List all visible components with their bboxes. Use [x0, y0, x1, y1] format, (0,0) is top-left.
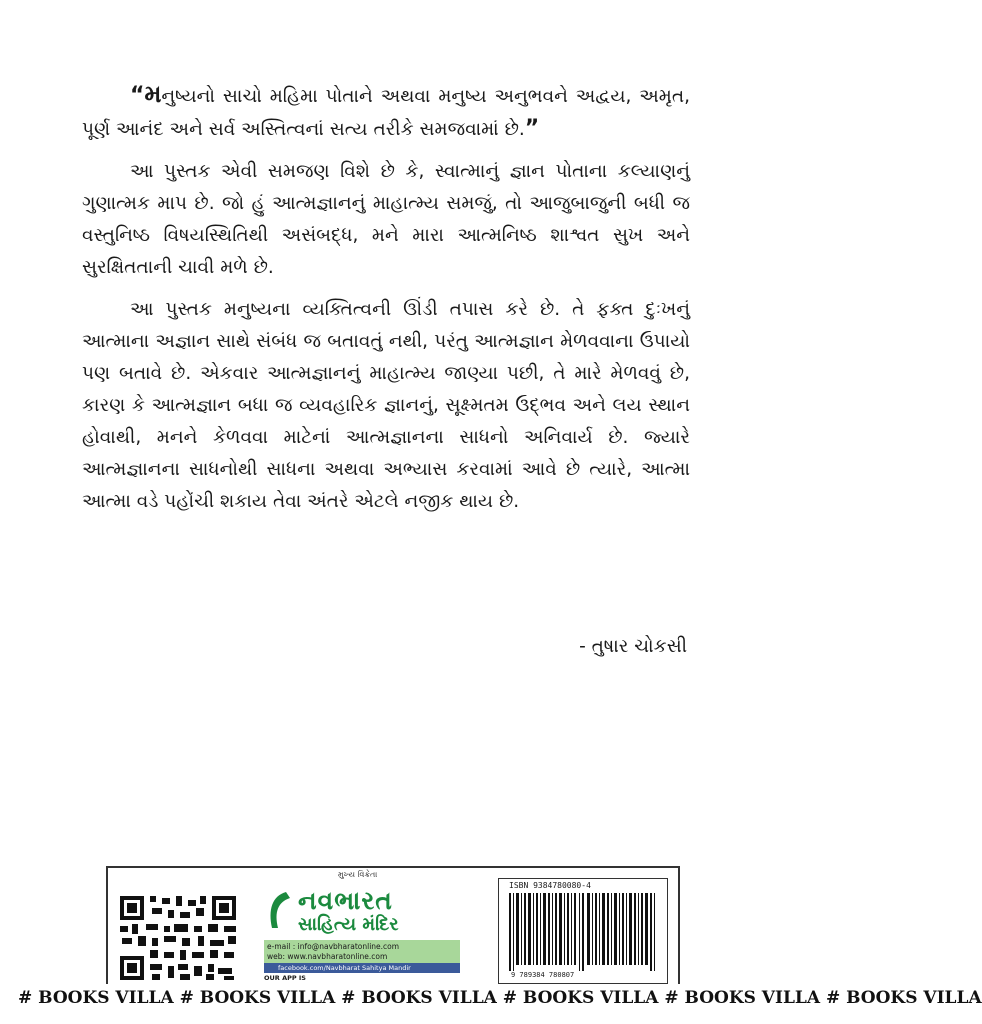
quote-text: નુષ્યનો સાચો મહિમા પોતાને અથવા મનુષ્ય અનુભવને અદ્વય, અમૃત, પૂર્ણ આનંદ અને સર્વ અસ્તિત્વનાં સત્ય તરીકે સમજવામાં છે.: [82, 86, 690, 140]
barcode-number: 9 789384 780807: [511, 971, 575, 979]
publisher-title: નવભારત: [298, 886, 393, 915]
publisher-logo: [264, 886, 460, 982]
body-paragraph-1: આ પુસ્તક એવી સમજણ વિશે છે કે, સ્વાત્માનું જ્ઞાન પોતાના કલ્યાણનું ગુણાત્મક માપ છે. જો હું આત્મજ્ઞાનનું માહાત્મ્ય સમજું, તો આજુબાજુની બધી જ વસ્તુનિષ્ઠ વિષયસ્થિતિથી અસંબદ્ધ, મને મારા આત્મનિષ્ઠ શાશ્વત સુખ અને સુરક્ષિતતાની ચાવી મળે છે.: [82, 161, 690, 278]
publisher-panel: [106, 866, 680, 986]
facebook-line: [264, 963, 460, 973]
back-cover-text: [82, 78, 690, 518]
close-quote-mark: ”: [524, 116, 540, 141]
open-quote-mark: “: [130, 83, 145, 108]
email-text: e-mail : info@navbharatonline.com: [267, 942, 400, 951]
isbn-label: ISBN 9384780080-4: [509, 881, 591, 890]
author-signature: - તુષાર ચોકસી: [579, 636, 687, 657]
app-text: OUR APP IS: [264, 974, 306, 982]
web-text: web: www.navbharatonline.com: [267, 952, 388, 961]
publisher-subtitle: સાહિત્ય મંદિર: [298, 914, 399, 935]
body-paragraph-2: આ પુસ્તક મનુષ્યના વ્યક્તિત્વની ઊંડી તપાસ કરે છે. તે ફક્ત દુઃખનું આત્માના અજ્ઞાન સાથે સંબંધ જ બતાવતું નથી, પરંતુ આત્મજ્ઞાન મેળવવાના ઉપાયો પણ બતાવે છે. એકવાર આત્મજ્ઞાનનું માહાત્મ્ય જાણ્યા પછી, તે મારે મેળવવું છે, કારણ કે આત્મજ્ઞાન બધા જ વ્યવહારિક જ્ઞાનનું, સૂક્ષ્મતમ ઉદ્ભવ અને લય સ્થાન હોવાથી, મનને કેળવવા માટેનાં આત્મજ્ઞાનના સાધનો અનિવાર્ય છે. જ્યારે આત્મજ્ઞાનના સાધનોથી સાધના અથવા અભ્યાસ કરવામાં આવે છે ત્યારે, આત્મા આત્મા વડે પહોંચી શકાય તેવા અંતરે એટલે નજીક થાય છે.: [82, 299, 690, 512]
barcode-block: [498, 878, 668, 984]
dropcap-letter: મ: [144, 80, 162, 108]
publisher-logo-icon: [264, 888, 294, 942]
qr-code-icon: [118, 894, 238, 986]
watermark-banner: # BOOKS VILLA # BOOKS VILLA # BOOKS VILLA # BOOKS VILLA # BOOKS VILLA # BOOKS VILLA: [0, 984, 759, 1024]
quote-paragraph: [82, 78, 690, 146]
seller-label: મુખ્ય વિક્રેતા: [338, 870, 378, 879]
facebook-text: facebook.com/Navbharat Sahitya Mandir: [278, 964, 411, 972]
contact-block: [264, 940, 460, 964]
barcode-icon: [509, 893, 657, 975]
